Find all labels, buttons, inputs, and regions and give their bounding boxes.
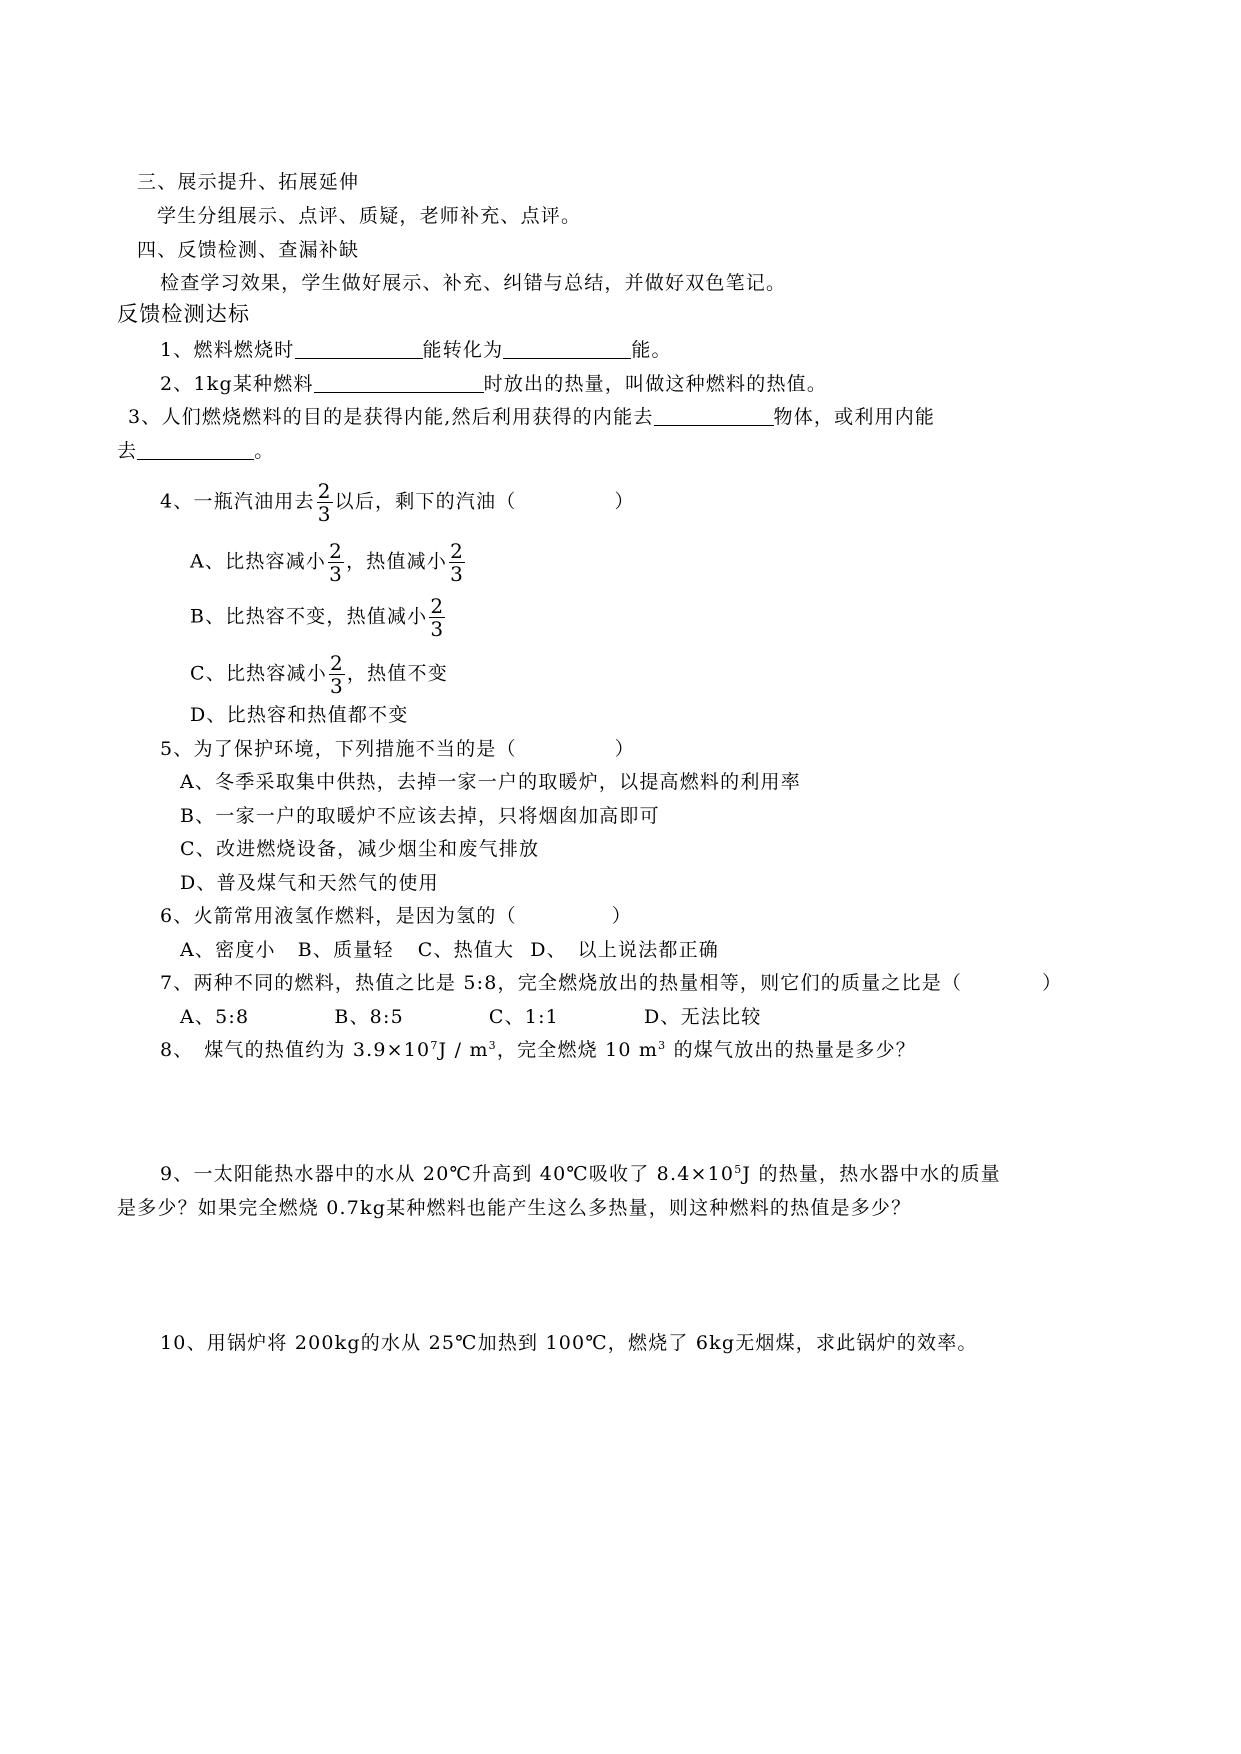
options-6 bbox=[180, 937, 719, 963]
option-5b: B、一家一户的取暖炉不应该去掉，只将烟囱加高即可 bbox=[180, 805, 660, 827]
option-7a: A、5:8 bbox=[180, 1006, 250, 1028]
question-4: 4、一瓶汽油用去 $\frac{2}{3}$ 以后，剩下的汽油（ ） bbox=[160, 479, 635, 526]
question-9: 9、一太阳能热水器中的水从 20℃升高到 40℃吸收了 $8.4\times 10^5J$ 的热量，热水器中水的质量 bbox=[160, 1163, 1001, 1185]
option-5d: D、普及煤气和天然气的使用 bbox=[180, 872, 439, 894]
fraction: $\frac{2}{3}$ bbox=[450, 539, 465, 586]
option-4c: C、比热容减小 $\frac{2}{3}$ ，热值不变 bbox=[190, 651, 448, 698]
answer-blank[interactable] bbox=[295, 338, 423, 359]
option-6b: B、质量轻 bbox=[297, 939, 394, 961]
answer-blank[interactable] bbox=[137, 439, 254, 460]
option-7b: B、8:5 bbox=[334, 1006, 404, 1028]
option-4d: D、比热容和热值都不变 bbox=[190, 704, 409, 726]
question-1: 1、燃料燃烧时 能转化为 能。 bbox=[160, 339, 672, 361]
option-6c: C、热值大 bbox=[417, 939, 515, 961]
option-4b: B、比热容不变，热值减小 $\frac{2}{3}$ bbox=[190, 594, 445, 641]
section-4-title: 四、反馈检测、查漏补缺 bbox=[137, 239, 360, 261]
option-7c: C、1:1 bbox=[488, 1006, 559, 1028]
fraction: $\frac{2}{3}$ bbox=[430, 594, 445, 641]
answer-blank[interactable] bbox=[503, 338, 631, 359]
fraction: $\frac{2}{3}$ bbox=[329, 539, 344, 586]
section-4-text: 检查学习效果，学生做好展示、补充、纠错与总结，并做好双色笔记。 bbox=[160, 272, 787, 294]
fraction: $\frac{2}{3}$ bbox=[329, 651, 344, 698]
options-7 bbox=[180, 1004, 761, 1030]
option-4a: A、比热容减小 $\frac{2}{3}$ ，热值减小 $\frac{2}{3}$ bbox=[190, 539, 465, 586]
question-8: 8、 煤气的热值约为 $3.9\times 10^7J / m^3$，完全燃烧 10 $m^3$ 的煤气放出的热量是多少？ bbox=[160, 1039, 916, 1061]
question-3-cont: 去 。 bbox=[117, 440, 275, 462]
question-7: 7、两种不同的燃料，热值之比是 5:8，完全燃烧放出的热量相等，则它们的质量之比是（ ） bbox=[160, 972, 1063, 994]
question-2: 2、1kg某种燃料 时放出的热量，叫做这种燃料的热值。 bbox=[160, 373, 828, 395]
section-3-text: 学生分组展示、点评、质疑，老师补充、点评。 bbox=[157, 205, 582, 227]
option-6a: A、密度小 bbox=[180, 939, 276, 961]
feedback-heading: 反馈检测达标 bbox=[117, 302, 251, 326]
question-3: 3、人们燃烧燃料的目的是获得内能,然后利用获得的内能去 物体，或利用内能 bbox=[128, 406, 936, 428]
option-5c: C、改进燃烧设备，减少烟尘和废气排放 bbox=[180, 838, 540, 860]
question-5: 5、为了保护环境，下列措施不当的是（ ） bbox=[160, 738, 635, 760]
question-9-cont: 是多少？如果完全燃烧 0.7kg某种燃料也能产生这么多热量，则这种燃料的热值是多少？ bbox=[117, 1197, 912, 1219]
fraction: $\frac{2}{3}$ bbox=[317, 479, 332, 526]
answer-blank[interactable] bbox=[654, 405, 774, 426]
question-6: 6、火箭常用液氢作燃料，是因为氢的（ ） bbox=[160, 905, 632, 927]
section-3-title: 三、展示提升、拓展延伸 bbox=[137, 171, 360, 193]
answer-blank[interactable] bbox=[314, 372, 484, 393]
option-5a: A、冬季采取集中供热，去掉一家一户的取暖炉，以提高燃料的利用率 bbox=[180, 771, 801, 793]
option-6d: D、 以上说法都正确 bbox=[530, 939, 719, 961]
question-10: 10、用锅炉将 200kg的水从 25℃加热到 100℃，燃烧了 6kg无烟煤，求此锅炉的效率。 bbox=[160, 1332, 978, 1354]
option-7d: D、无法比较 bbox=[643, 1006, 762, 1028]
